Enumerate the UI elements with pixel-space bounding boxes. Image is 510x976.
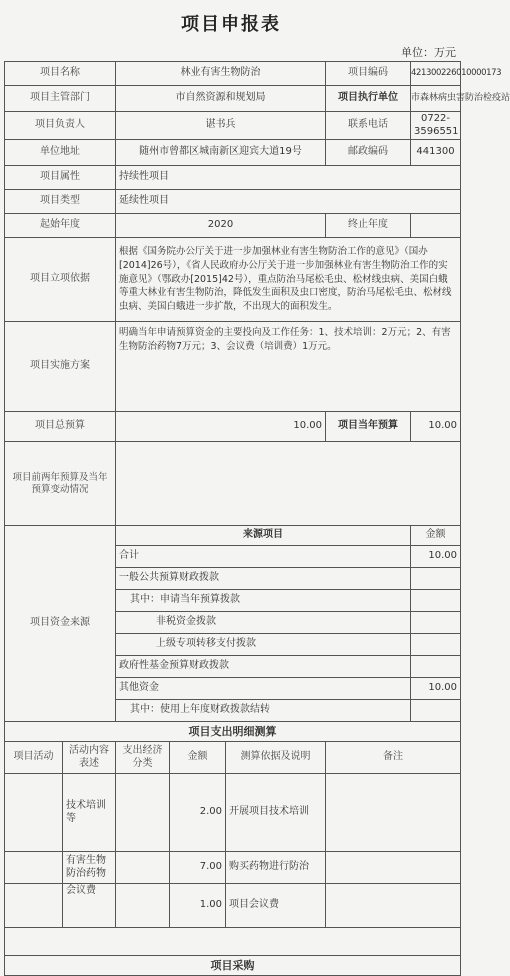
end-label: 终止年度 — [326, 214, 411, 238]
funding-row: 其中：申请当年预算拨款 — [116, 590, 411, 612]
dept-label: 项目主管部门 — [5, 86, 116, 112]
plan-text: 明确当年申请预算资金的主要投向及工作任务：1、技术培训：2万元；2、有害生物防治药物7万元；3、会议费（培训费）1万元。 — [116, 322, 461, 412]
detail-header-content: 活动内容表述 — [63, 742, 116, 774]
funding-amount — [411, 634, 461, 656]
total-budget-label: 项目总预算 — [5, 412, 116, 442]
funding-amount-header: 金额 — [411, 526, 461, 546]
project-type: 延续性项目 — [116, 190, 461, 214]
funding-amount: 10.00 — [411, 678, 461, 700]
type-label: 项目类型 — [5, 190, 116, 214]
phone-label: 联系电话 — [326, 112, 411, 140]
funding-amount — [411, 612, 461, 634]
addr-label: 单位地址 — [5, 140, 116, 166]
plan-label: 项目实施方案 — [5, 322, 116, 412]
detail-amount: 7.00 — [170, 852, 226, 884]
detail-amount: 2.00 — [170, 774, 226, 852]
detail-class — [116, 774, 170, 852]
funding-label: 项目资金来源 — [5, 526, 116, 722]
project-phone: 0722-3596551 — [411, 112, 461, 140]
funding-row: 其中：使用上年度财政拨款结转 — [116, 700, 411, 722]
start-year: 2020 — [116, 214, 326, 238]
page-title: 项目申报表 — [181, 14, 281, 35]
attr-label: 项目属性 — [5, 166, 116, 190]
project-name: 林业有害生物防治 — [116, 62, 326, 86]
detail-amount: 1.00 — [170, 884, 226, 928]
detail-blank-row — [5, 928, 461, 956]
project-address: 随州市曾都区城南新区迎宾大道19号 — [116, 140, 326, 166]
basis-label: 项目立项依据 — [5, 238, 116, 322]
project-zip: 441300 — [411, 140, 461, 166]
end-year — [411, 214, 461, 238]
detail-note — [326, 774, 461, 852]
year-budget-label: 项目当年预算 — [326, 412, 411, 442]
detail-content: 有害生物防治药物 — [63, 852, 116, 884]
start-label: 起始年度 — [5, 214, 116, 238]
detail-note — [326, 852, 461, 884]
detail-content: 技术培训等 — [63, 774, 116, 852]
project-dept: 市自然资源和规划局 — [116, 86, 326, 112]
detail-content: 会议费 — [63, 884, 116, 928]
detail-row — [5, 852, 461, 884]
detail-basis: 项目会议费 — [226, 884, 326, 928]
total-budget: 10.00 — [116, 412, 326, 442]
project-code: 421300226010000173 — [411, 62, 461, 86]
leader-label: 项目负责人 — [5, 112, 116, 140]
project-application-table — [4, 61, 510, 976]
unit-label: 单位：万元 — [401, 46, 456, 59]
detail-class — [116, 884, 170, 928]
funding-source-header: 来源项目 — [116, 526, 411, 546]
detail-header-activity: 项目活动 — [5, 742, 63, 774]
project-leader: 谌书兵 — [116, 112, 326, 140]
exec-label: 项目执行单位 — [326, 86, 411, 112]
project-exec: 市森林病虫害防治检疫站 — [411, 86, 461, 112]
funding-row: 非税资金拨款 — [116, 612, 411, 634]
detail-header-amount: 金额 — [170, 742, 226, 774]
funding-amount — [411, 568, 461, 590]
detail-activity — [5, 884, 63, 928]
funding-amount — [411, 700, 461, 722]
funding-row: 政府性基金预算财政拨款 — [116, 656, 411, 678]
detail-header-basis: 测算依据及说明 — [226, 742, 326, 774]
detail-basis: 开展项目技术培训 — [226, 774, 326, 852]
prev-budget-text — [116, 442, 461, 526]
detail-title: 项目支出明细测算 — [5, 722, 461, 742]
detail-row — [5, 774, 461, 852]
detail-note — [326, 884, 461, 928]
detail-header-class: 支出经济分类 — [116, 742, 170, 774]
year-budget: 10.00 — [411, 412, 461, 442]
name-label: 项目名称 — [5, 62, 116, 86]
funding-amount — [411, 590, 461, 612]
detail-activity — [5, 774, 63, 852]
funding-amount — [411, 656, 461, 678]
funding-row: 一般公共预算财政拨款 — [116, 568, 411, 590]
detail-basis: 购买药物进行防治 — [226, 852, 326, 884]
funding-row: 其他资金 — [116, 678, 411, 700]
detail-activity — [5, 852, 63, 884]
zip-label: 邮政编码 — [326, 140, 411, 166]
prev-budget-label: 项目前两年预算及当年预算变动情况 — [5, 442, 116, 526]
funding-row: 合计 — [116, 546, 411, 568]
detail-header-note: 备注 — [326, 742, 461, 774]
funding-amount: 10.00 — [411, 546, 461, 568]
detail-row — [5, 884, 461, 928]
basis-text: 根据《国务院办公厅关于进一步加强林业有害生物防治工作的意见》（国办[2014]26号），《省人民政府办公厅关于进一步加强林业有害生物防治工作的实施意见》（鄂政办[2015]42号），重点防治马尾松毛虫、松材线虫病、美国白蛾等重大林业有害生物防治，降低发生面积及虫口密度，防治马尾松毛虫、松材线虫病、美国白蛾进一步扩散，不出现大的面积发生。 — [116, 238, 461, 322]
procure-title: 项目采购 — [5, 956, 461, 976]
funding-row: 上级专项转移支付拨款 — [116, 634, 411, 656]
project-attr: 持续性项目 — [116, 166, 461, 190]
detail-class — [116, 852, 170, 884]
code-label: 项目编码 — [326, 62, 411, 86]
